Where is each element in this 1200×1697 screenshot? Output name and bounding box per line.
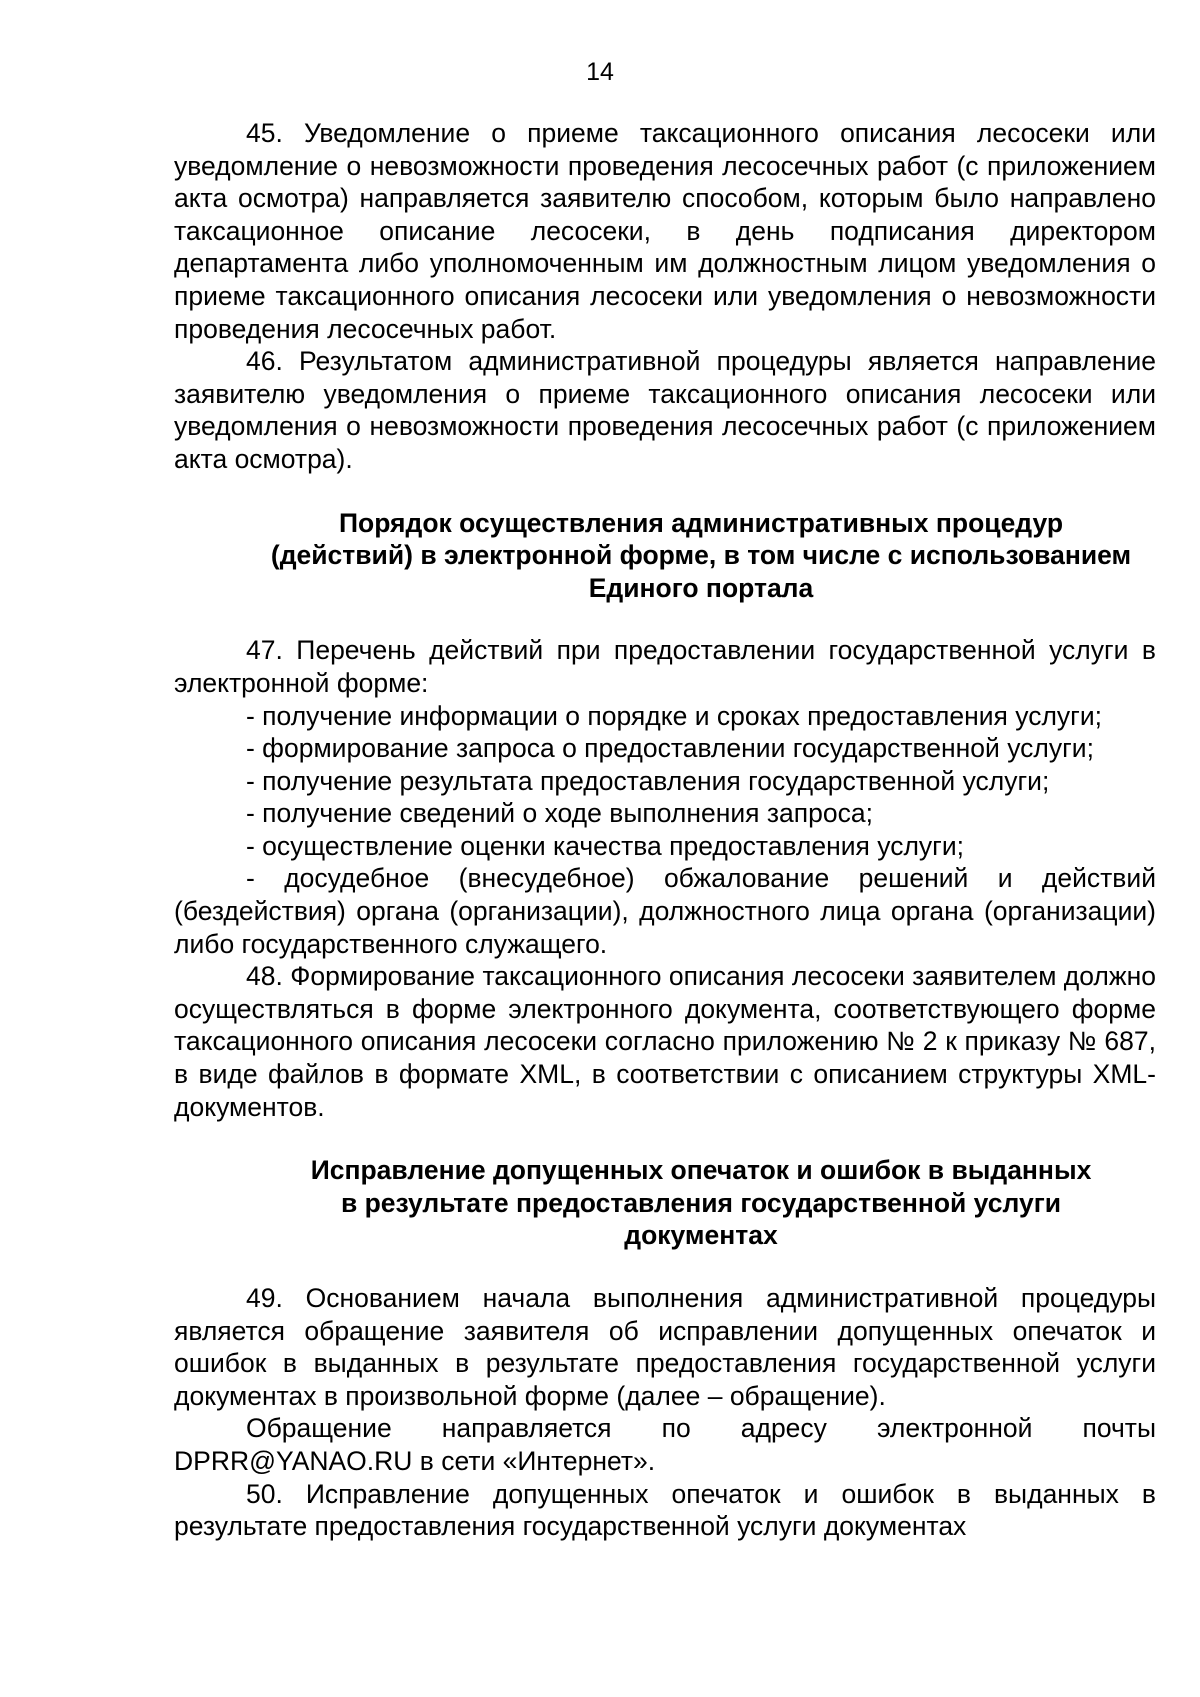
paragraph-45: 45. Уведомление о приеме таксационного описания лесосеки или уведомление о невозможности проведения лесосечных работ (с приложением акта осмотра) направляется заявителю способом, которым было направлено таксационное описание лесосеки, в день подписания директором департамента либо уполномоченным им должностным лицом уведомления о приеме таксационного описания лесосеки или уведомления о невозможности проведения лесосечных работ. (174, 118, 1156, 344)
heading-line: Исправление допущенных опечаток и ошибок в выданных (310, 1155, 1092, 1186)
heading-line: Порядок осуществления административных процедур (338, 507, 1064, 538)
paragraph-47: 47. Перечень действий при предоставлении государственной услуги в электронной форме: (174, 635, 1156, 698)
paragraph-49: 49. Основанием начала выполнения административной процедуры является обращение заявителя об исправлении допущенных опечаток и ошибок в выданных в результате предоставления государственной услуги документах в произвольной форме (далее – обращение). (174, 1283, 1156, 1411)
list-item-status: - получение сведений о ходе выполнения запроса; (246, 798, 873, 829)
list-item-result: - получение результата предоставления государственной услуги; (246, 765, 1050, 796)
spacer (174, 1123, 1156, 1154)
spacer (174, 476, 1156, 507)
list-item-info: - получение информации о порядке и сроках предоставления услуги; (246, 700, 1102, 731)
heading-line: в результате предоставления государственной услуги (340, 1187, 1062, 1218)
paragraph-appeal-email: Обращение направляется по адресу электронной почты DPRR@YANAO.RU в сети «Интернет». (174, 1413, 1156, 1476)
section-heading-error-correction (174, 1154, 1156, 1252)
section-heading-electronic-procedures (174, 507, 1156, 605)
list-item-appeal: - досудебное (внесудебное) обжалование решений и действий (бездействия) органа (организации), должностного лица органа (организации) либо государственного служащего. (174, 863, 1156, 959)
spacer (174, 604, 1156, 634)
page-number: 14 (586, 58, 614, 86)
paragraph-48: 48. Формирование таксационного описания лесосеки заявителем должно осуществляться в форме электронного документа, соответствующего форме таксационного описания лесосеки согласно приложению № 2 к приказу № 687, в виде файлов в формате XML, в соответствии с описанием структуры XML-документов. (174, 961, 1156, 1122)
heading-line: документах (624, 1220, 778, 1251)
list-item-request: - формирование запроса о предоставлении государственной услуги; (246, 733, 1094, 764)
heading-line: Единого портала (588, 572, 814, 603)
paragraph-50: 50. Исправление допущенных опечаток и ошибок в выданных в результате предоставления государственной услуги документах (174, 1478, 1156, 1542)
list-item-quality: - осуществление оценки качества предоставления услуги; (246, 830, 964, 861)
document-body (174, 117, 1156, 1543)
spacer (174, 1252, 1156, 1282)
paragraph-46: 46. Результатом административной процедуры является направление заявителю уведомления о приеме таксационного описания лесосеки или уведомления о невозможности проведения лесосечных работ (с приложением акта осмотра). (174, 346, 1156, 474)
heading-line: (действий) в электронной форме, в том числе с использованием (270, 540, 1132, 571)
